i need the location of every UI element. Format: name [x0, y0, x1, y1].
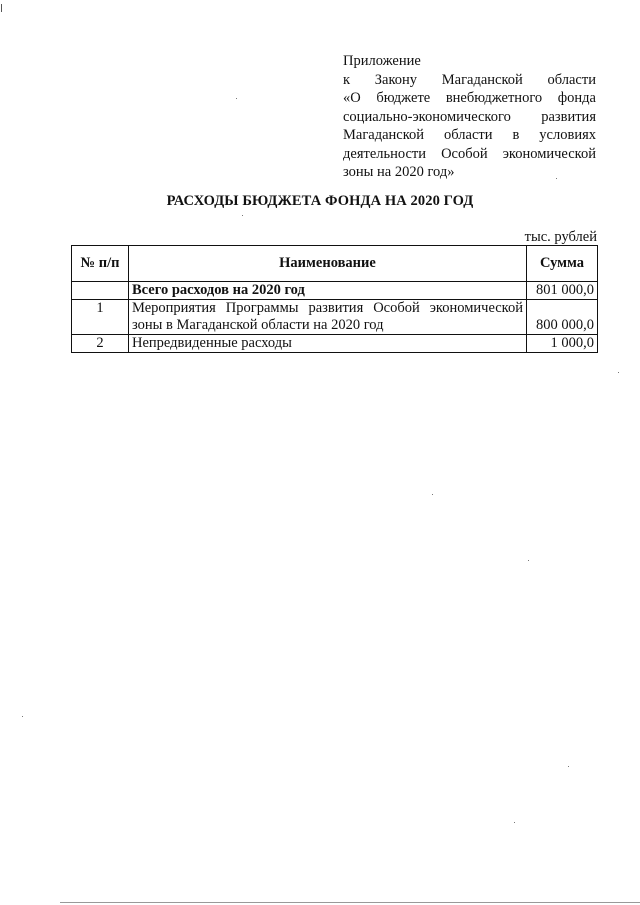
appendix-line-5: [343, 145, 596, 164]
appendix-word: Магаданской: [343, 127, 425, 143]
appendix-word: Особой: [441, 145, 488, 162]
expenses-table: [71, 245, 598, 353]
appendix-line-6: зоны на 2020 год»: [343, 164, 455, 180]
appendix-line-2: [343, 89, 596, 108]
scan-edge-line: [60, 902, 640, 903]
header-sum: Сумма: [527, 246, 598, 282]
scan-speck: [432, 494, 433, 495]
scan-speck: [236, 98, 237, 99]
appendix-word: условиях: [539, 127, 596, 143]
scan-speck: [556, 178, 557, 179]
table-header-row: [72, 246, 598, 282]
appendix-word: Магаданской: [441, 71, 523, 88]
appendix-word: Закону: [374, 71, 418, 88]
table-row-total: [72, 282, 598, 300]
scan-speck: [22, 716, 23, 717]
table-row: [72, 300, 598, 335]
appendix-heading: Приложение: [343, 53, 421, 69]
scan-speck: [568, 766, 569, 767]
cell-sum: 1 000,0: [527, 335, 598, 353]
appendix-word: внебюджетного: [445, 90, 543, 106]
units-label: тыс. рублей: [524, 229, 597, 245]
appendix-word: области: [547, 71, 596, 88]
cell-name: Всего расходов на 2020 год: [129, 282, 527, 300]
appendix-note: [343, 52, 596, 182]
header-name: Наименование: [129, 246, 527, 282]
appendix-word: социально-экономического: [343, 108, 511, 125]
cell-name: Непредвиденные расходы: [129, 335, 527, 353]
appendix-word: бюджете: [376, 90, 431, 106]
page-title: РАСХОДЫ БЮДЖЕТА ФОНДА НА 2020 ГОД: [166, 193, 474, 209]
appendix-word: области: [444, 127, 493, 143]
cell-num: 2: [72, 335, 129, 353]
cell-num: [72, 282, 129, 300]
appendix-word: «О: [343, 90, 361, 106]
appendix-word: экономической: [502, 145, 596, 162]
appendix-word: развития: [541, 108, 596, 125]
appendix-line-4: [343, 126, 596, 145]
scan-speck: [242, 215, 243, 216]
cell-name: Мероприятия Программы развития Особой экономической зоны в Магаданской области на 2020 год: [129, 300, 527, 335]
cell-sum: 801 000,0: [527, 282, 598, 300]
appendix-line-1: [343, 71, 596, 90]
appendix-word: к: [343, 71, 351, 88]
table-row: [72, 335, 598, 353]
appendix-word: в: [512, 127, 520, 143]
header-num: № п/п: [72, 246, 129, 282]
scan-speck: [528, 560, 529, 561]
appendix-word: фонда: [557, 90, 596, 106]
appendix-line-3: [343, 108, 596, 127]
appendix-word: деятельности: [343, 145, 427, 162]
scan-speck: [514, 822, 515, 823]
scan-mark: [1, 4, 2, 12]
cell-num: 1: [72, 300, 129, 335]
cell-sum: 800 000,0: [527, 300, 598, 335]
scan-speck: [618, 372, 619, 373]
